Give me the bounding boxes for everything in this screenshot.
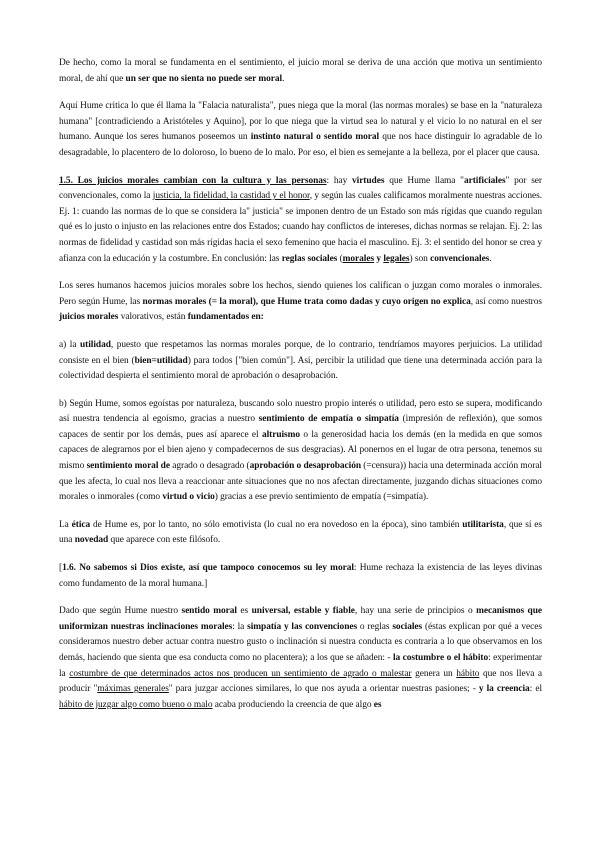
bold-phrase: un ser que no sienta no puede ser moral bbox=[125, 73, 283, 84]
section-heading: 1.5. Los juicios morales cambian con la cultura y las personas bbox=[59, 175, 327, 186]
text: que nos hace distinguir lo agradable de lo desagradable, lo placentero de lo doloroso, lo bueno de lo malo. Por eso, el bien es semejante a la belleza, por el placer que causa. bbox=[59, 132, 543, 158]
text: " por ser convencionales, como la bbox=[59, 175, 542, 202]
text: ( bbox=[337, 253, 343, 264]
bold-phrase: virtud o vicio bbox=[162, 492, 215, 503]
bold-phrase: sentido moral bbox=[181, 606, 237, 617]
text: , hay una serie de principios o bbox=[354, 606, 477, 617]
text: ) gracias a ese previo sentimiento de empatía (=simpatía). bbox=[214, 492, 429, 503]
text: ) son bbox=[409, 253, 431, 264]
bold-phrase: normas morales (= la moral), que Hume trata como dadas y cuyo origen no explica bbox=[142, 296, 471, 307]
text: genera un bbox=[411, 668, 457, 679]
bold-phrase: virtudes bbox=[352, 175, 385, 186]
paragraph-2 bbox=[59, 99, 542, 161]
paragraph-3 bbox=[59, 174, 542, 268]
text: , y según las cuales calificamos moralmente nuestras acciones. Ej. 1: cuando las normas de lo que se considera la" justicia" se imponen dentro de un Estado son más rígidas que cuando regulan qué es lo justo o injusto en las relaciones entre dos Estados; cuando hay conflictos de intereses, dichas normas se relajan. Ej. 2: las normas de fidelidad y castidad son más rígidas hacia el sexo femenino que hacia el masculino. Ej. 3: el sentido del honor se crea y afianza con la educación y la costumbre. En conclusión: las bbox=[59, 191, 542, 264]
text: Dado que según Hume nuestro bbox=[59, 606, 182, 617]
bold-phrase: reglas sociales bbox=[281, 253, 338, 264]
bold-phrase: utilidad bbox=[80, 339, 111, 350]
text: b) Según Hume, somos egoístas por naturaleza, buscando solo nuestro propio interés o utilidad, pero esto se supera, modificando así nuestra tendencia al egoísmo, gracias a nuestro bbox=[59, 398, 542, 425]
text: . bbox=[282, 73, 285, 84]
bold-phrase: utilitarista bbox=[462, 519, 504, 530]
text: : hay bbox=[326, 175, 352, 186]
text: : la bbox=[232, 621, 248, 632]
underlined-phrase: hábito bbox=[456, 668, 480, 679]
bold-phrase: y la creencia bbox=[478, 684, 530, 695]
text: : Hume rechaza la existencia de las leyes divinas como fundamento de la moral humana.] bbox=[59, 563, 542, 589]
text: que Hume llama " bbox=[384, 175, 464, 186]
text: (éstas explican por qué a veces consideramos nuestro deber actuar contra nuestro gusto o inclinación si nuestra conducta es contraria a lo que observamos en los demás, haciendo que sienta que esa conducta como no placentera); a los que se añaden: - bbox=[59, 621, 542, 663]
text: agrado o desagrado ( bbox=[169, 461, 250, 472]
text: : experimentar la bbox=[59, 653, 543, 679]
underlined-phrase: hábito de juzgar algo como bueno o malo bbox=[59, 699, 213, 710]
text: ) para todos ["bien común"]. Así, percibir la utilidad que tiene una determinada acción para la colectividad despierta el sentimiento moral de aprobación o desaprobación. bbox=[59, 355, 543, 382]
bold-phrase: instinto natural o sentido moral bbox=[250, 132, 380, 143]
bold-underlined-phrase: legales bbox=[383, 253, 410, 264]
bold-phrase: simpatía y las convenciones bbox=[247, 621, 358, 632]
text: Aquí Hume critica lo que él llama la "Falacia naturalista", pues niega que la moral (las normas morales) se base en la "naturaleza humana" [contradiciendo a Aristóteles y Aquino], por lo que niega que la virtud sea lo natural y el vicio lo no natural en el ser humano. Aunque los seres humanos poseemos un bbox=[59, 101, 542, 143]
paragraph-7 bbox=[59, 518, 542, 549]
bold-phrase: bien=utilidad bbox=[134, 355, 188, 366]
bold-underlined-phrase: morales bbox=[342, 253, 375, 264]
bold-phrase: 1.6. No sabemos si Dios existe, así que tampoco conocemos su ley moral bbox=[62, 563, 354, 574]
text: , que sí es una bbox=[59, 519, 542, 546]
bold-phrase: es bbox=[373, 699, 382, 710]
document-page bbox=[59, 56, 542, 725]
text: que aparece con este filósofo. bbox=[108, 535, 221, 546]
text: de Hume es, por lo tanto, no sólo emotivista (lo cual no era novedoso en la época), sino también bbox=[90, 519, 463, 530]
paragraph-1 bbox=[59, 56, 542, 87]
bold-phrase: artificiales bbox=[463, 175, 506, 186]
text: a) la bbox=[59, 339, 81, 350]
text: [ bbox=[59, 563, 63, 574]
bold-phrase: sociales bbox=[392, 621, 423, 632]
text: La bbox=[59, 519, 72, 530]
underlined-phrase: máximas generales bbox=[97, 684, 169, 695]
text: " para juzgar acciones similares, lo que nos ayuda a orientar nuestras pasiones; - bbox=[168, 684, 479, 695]
text: , así como nuestros bbox=[470, 296, 542, 307]
bold-phrase: altruismo bbox=[261, 429, 301, 440]
text: (impresión de reflexión), que somos capaces de sentir por los demás, pues así aparece el bbox=[59, 414, 542, 440]
bold-phrase: ética bbox=[71, 519, 91, 530]
bold-phrase: sentimiento moral de bbox=[86, 461, 170, 472]
text: o la generosidad hacia los demás (en la medida en que somos capaces de alegrarnos por el bien ajeno y compadecernos de sus desgracias). Al ponernos en el lugar de otra persona, tenemos su mismo bbox=[59, 429, 542, 472]
bold-phrase: juicios morales bbox=[59, 312, 119, 323]
text: De hecho, como la moral se fundamenta en el sentimiento, el juicio moral se deriva de una acción que motiva un sentimiento moral, de ahí que bbox=[59, 58, 542, 84]
bold-phrase: fundamentados en: bbox=[187, 312, 264, 323]
bold-phrase: y bbox=[374, 253, 384, 264]
text: valorativos, están bbox=[118, 312, 188, 323]
paragraph-4 bbox=[59, 279, 542, 326]
text: (=censura)) hacia una determinada acción moral que les afecta, lo cual nos lleva a reaccionar ante situaciones que no nos afectan directamente, juzgando dichas situaciones como morales o inmorales (como bbox=[59, 461, 542, 503]
text: acaba produciendo la creencia de que algo bbox=[212, 699, 374, 710]
text: . bbox=[489, 253, 492, 264]
underlined-phrase: justicia, la fidelidad, la castidad y el honor bbox=[152, 191, 310, 202]
bold-phrase: sentimiento de empatía o simpatía bbox=[258, 414, 399, 425]
text: o reglas bbox=[357, 621, 393, 632]
text: : el bbox=[529, 684, 542, 695]
paragraph-5 bbox=[59, 338, 542, 385]
paragraph-6 bbox=[59, 397, 542, 506]
text: , puesto que respetamos las normas morales porque, de lo contrario, tendríamos mayores perjuicios. La utilidad consiste en el bien ( bbox=[59, 339, 542, 366]
bold-phrase: la costumbre o el hábito bbox=[392, 653, 489, 663]
bold-phrase: convencionales bbox=[430, 253, 490, 264]
text: que nos lleva a producir " bbox=[59, 668, 543, 695]
text: es bbox=[236, 606, 252, 617]
bold-phrase: universal, estable y fiable bbox=[251, 606, 355, 617]
text: Los seres humanos hacemos juicios morales sobre los hechos, siendo quienes los califican o juzgan como morales o inmorales. Pero según Hume, las bbox=[59, 281, 542, 307]
bold-phrase: aprobación o desaprobación bbox=[249, 461, 362, 472]
bold-phrase: novedad bbox=[74, 535, 109, 546]
underlined-phrase: costumbre de que determinados actos nos producen un sentimiento de agrado o malestar bbox=[69, 668, 412, 679]
paragraph-9 bbox=[59, 604, 542, 713]
paragraph-8 bbox=[59, 561, 542, 592]
bold-phrase: mecanismos que uniformizan nuestras inclinaciones morales bbox=[59, 606, 542, 632]
